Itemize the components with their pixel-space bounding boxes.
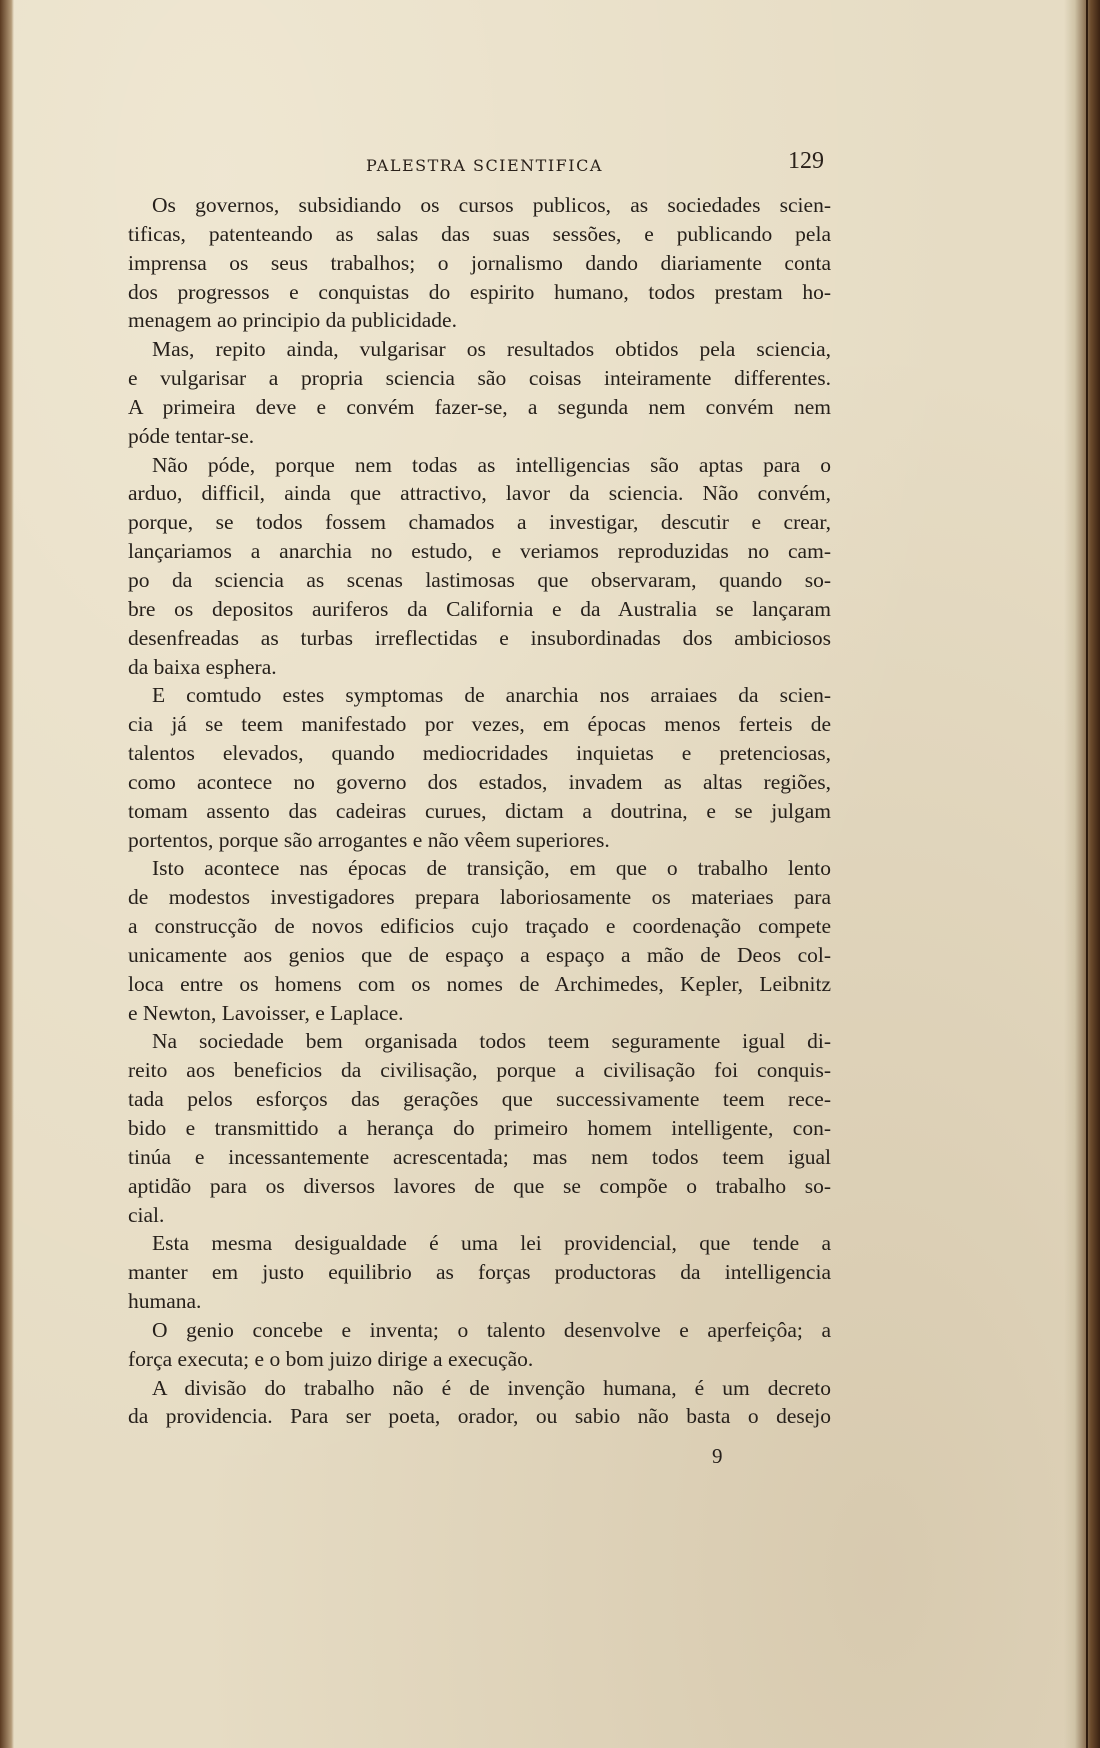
text-line: Os governos, subsidiando os cursos publicos, as sociedades scien- <box>152 193 831 217</box>
text-line: dos progressos e conquistas do espirito humano, todos prestam ho- <box>128 279 831 304</box>
text-line: manter em justo equilibrio as forças productoras da intelligencia <box>128 1260 831 1285</box>
text-line: aptidão para os diversos lavores de que se compõe o trabalho so- <box>128 1173 831 1198</box>
text-line: póde tentar-se. <box>128 423 255 448</box>
text-line: tada pelos esforços das gerações que successivamente teem rece- <box>128 1087 831 1112</box>
text-line: desenfreadas as turbas irreflectidas e insubordinadas dos ambiciosos <box>128 625 831 650</box>
text-line: menagem ao principio da publicidade. <box>128 308 457 333</box>
text-line: da providencia. Para ser poeta, orador, ou sabio não basta o desejo <box>128 1404 831 1429</box>
text-line: Mas, repito ainda, vulgarisar os resultados obtidos pela sciencia, <box>152 337 831 362</box>
text-line: Na sociedade bem organisada todos teem seguramente igual di- <box>152 1029 831 1054</box>
text-line: e Newton, Lavoisser, e Laplace. <box>128 1000 404 1025</box>
text-line: Isto acontece nas épocas de transição, em que o trabalho lento <box>152 856 831 881</box>
text-line: loca entre os homens com os nomes de Archimedes, Kepler, Leibnitz <box>128 971 831 996</box>
text-line: tinúa e incessantemente acrescentada; mas nem todos teem igual <box>128 1144 831 1169</box>
text-line: Não póde, porque nem todas as intelligencias são aptas para o <box>152 452 831 477</box>
text-line: da baixa esphera. <box>128 654 277 679</box>
page-number: 129 <box>788 148 824 174</box>
signature-mark: 9 <box>712 1444 723 1468</box>
body-text <box>128 191 831 1431</box>
running-title: PALESTRA SCIENTIFICA <box>366 156 603 175</box>
text-line: unicamente aos genios que de espaço a espaço a mão de Deos col- <box>128 942 831 967</box>
text-line: de modestos investigadores prepara laboriosamente os materiaes para <box>128 885 831 910</box>
page-left-edge <box>0 0 14 1748</box>
text-line: arduo, difficil, ainda que attractivo, lavor da sciencia. Não convém, <box>128 481 831 506</box>
text-line: tomam assento das cadeiras curues, dictam a doutrina, e se julgam <box>128 798 831 823</box>
binding-fold <box>1086 0 1088 1748</box>
text-line: O genio concebe e inventa; o talento desenvolve e aperfeiçôa; a <box>152 1317 831 1342</box>
text-line: talentos elevados, quando mediocridades inquietas e pretenciosas, <box>128 741 831 766</box>
text-line: como acontece no governo dos estados, invadem as altas regiões, <box>128 769 831 794</box>
page-right-edge <box>1064 0 1100 1748</box>
text-line: porque, se todos fossem chamados a investigar, descutir e crear, <box>128 510 831 535</box>
text-line: imprensa os seus trabalhos; o jornalismo dando diariamente conta <box>128 250 831 275</box>
text-line: bre os depositos auriferos da California e da Australia se lançaram <box>128 596 831 621</box>
text-line: cial. <box>128 1202 165 1227</box>
text-line: força executa; e o bom juizo dirige a execução. <box>128 1346 534 1371</box>
text-line: A primeira deve e convém fazer-se, a segunda nem convém nem <box>128 394 831 419</box>
text-line: e vulgarisar a propria sciencia são coisas inteiramente differentes. <box>128 366 831 391</box>
text-line: lançariamos a anarchia no estudo, e veriamos reproduzidas no cam- <box>128 539 831 564</box>
text-line: a construcção de novos edificios cujo traçado e coordenação compete <box>128 914 831 939</box>
text-line: reito aos beneficios da civilisação, porque a civilisação foi conquis- <box>128 1058 831 1083</box>
text-line: portentos, porque são arrogantes e não vêem superiores. <box>128 827 610 852</box>
text-line: humana. <box>128 1289 202 1314</box>
running-head <box>128 148 828 182</box>
text-line: Esta mesma desigualdade é uma lei providencial, que tende a <box>152 1231 831 1256</box>
text-line: tificas, patenteando as salas das suas sessões, e publicando pela <box>128 221 831 246</box>
text-line: bido e transmittido a herança do primeiro homem intelligente, con- <box>128 1116 831 1140</box>
text-line: cia já se teem manifestado por vezes, em épocas menos ferteis de <box>128 712 831 737</box>
text-line: po da sciencia as scenas lastimosas que observaram, quando so- <box>128 567 831 592</box>
text-line: A divisão do trabalho não é de invenção humana, é um decreto <box>152 1375 831 1400</box>
text-line: E comtudo estes symptomas de anarchia nos arraiaes da scien- <box>152 683 831 708</box>
